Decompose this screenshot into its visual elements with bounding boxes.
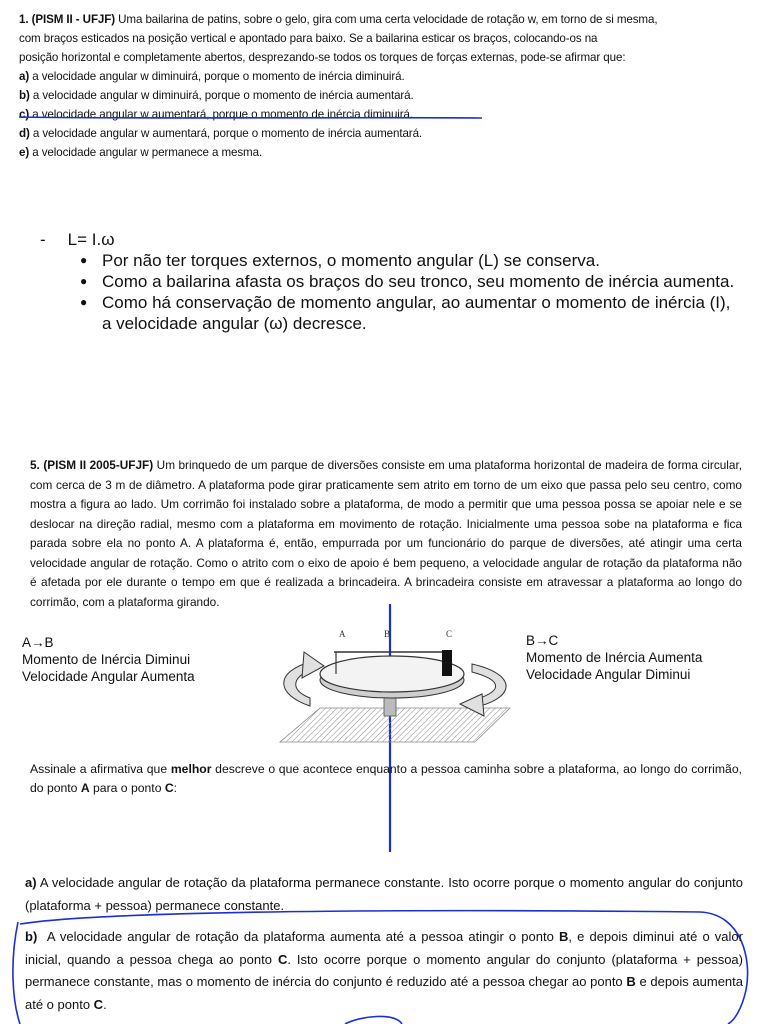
- notes-list: [40, 250, 740, 334]
- q5-option-b-point-c2: C: [93, 996, 104, 1012]
- q1-option-c-text: a velocidade angular w aumentará, porque o momento de inércia diminuirá.: [32, 108, 414, 121]
- q1-option-c-letter: c): [19, 108, 30, 121]
- instruction-end: :: [173, 781, 178, 795]
- instruction-mid: descreve o que acontece enquanto a pessoa caminha sobre a plataforma, ao longo do corrimão, do ponto: [30, 762, 742, 795]
- q5-option-a-text: A velocidade angular de rotação da plataforma permanece constante. Isto ocorre porque o momento angular do conjunto (plataforma + pessoa) permanece constante.: [25, 875, 743, 913]
- q1-option-a-letter: a): [19, 70, 30, 83]
- left-note-line2: Velocidade Angular Aumenta: [22, 669, 195, 684]
- q1-text-2: com braços esticados na posição vertical e apontado para baixo. Se a bailarina esticar os braços, colocando-os na: [19, 32, 598, 45]
- formula: L= I.ω: [67, 230, 115, 249]
- q1-option-b-letter: b): [19, 89, 30, 102]
- q5-text: Um brinquedo de um parque de diversões consiste em uma plataforma horizontal de madeira de forma circular, com cerca de 3 m de diâmetro. A plataforma pode girar praticamente sem atrito em torno de um eixo que passa pelo seu centro, como mostra a figura ao lado. Um corrimão foi instalado sobre a plataforma, de modo a permitir que uma pessoa possa se apoiar nele e se deslocar na direção radial, mesmo com a plataforma em movimento de rotação. Inicialmente uma pessoa sobe na plataforma e fica parada sobre ela no ponto A. A plataforma é, então, empurrada por um funcionário do parque de diversões, até atingir uma certa velocidade angular de rotação. Como o atrito com o eixo de apoio é bem pequeno, a velocidade angular de rotação da plataforma não é afetada por ele durante o tempo em que é realizada a brincadeira. A brincadeira consiste em atravessar a plataforma ao longo do corrimão, com a plataforma girando.: [30, 458, 743, 609]
- q5-option-b: [25, 926, 743, 1016]
- q5-option-b-point-b2: B: [626, 974, 636, 989]
- q5-option-b-letter: b): [25, 929, 38, 944]
- note-bullet-3: ● Como há conservação de momento angular, ao aumentar o momento de inércia (I), a velocidade angular (ω) decresce.: [80, 292, 740, 334]
- left-note-title: A→B: [22, 635, 54, 650]
- q5-number: 5.: [30, 458, 40, 472]
- dash-marker: -: [40, 230, 46, 249]
- q1-text-3: posição horizontal e completamente abertos, desprezando-se todos os torques de forças externas, pode-se afirmar que:: [19, 51, 626, 64]
- instruction-bold: melhor: [170, 762, 212, 776]
- option-b-underline: [19, 117, 482, 118]
- q5-option-a: [25, 872, 743, 917]
- label-b: B: [384, 629, 391, 639]
- right-note-line1: Momento de Inércia Aumenta: [526, 650, 703, 665]
- q5-source: (PISM II 2005-UFJF): [43, 458, 154, 472]
- instruction-pre: Assinale a afirmativa que: [30, 762, 171, 776]
- left-note-line1: Momento de Inércia Diminui: [22, 652, 191, 667]
- q1-text-1: Uma bailarina de patins, sobre o gelo, gira com uma certa velocidade de rotação w, em torno de si mesma,: [118, 13, 658, 26]
- q1-option-e-text: a velocidade angular w permanece a mesma.: [32, 146, 263, 159]
- label-c: C: [446, 629, 453, 639]
- instruction: [30, 760, 742, 798]
- right-note: [526, 632, 756, 683]
- platform-figure: [270, 622, 520, 752]
- q1-option-b-text: a velocidade angular w diminuirá, porque o momento de inércia aumentará.: [32, 89, 414, 102]
- note-bullet-2: ● Como a bailarina afasta os braços do seu tronco, seu momento de inércia aumenta.: [80, 271, 740, 292]
- q1-option-a-text: a velocidade angular w diminuirá, porque o momento de inércia diminuirá.: [32, 70, 405, 83]
- q5-option-b-point-b: B: [558, 929, 569, 944]
- q5-option-a-letter: a): [25, 875, 37, 890]
- left-note: [22, 634, 242, 685]
- q1-number: 1.: [19, 13, 29, 26]
- right-note-line2: Velocidade Angular Diminui: [526, 667, 691, 682]
- q5-option-b-point-c: C: [277, 951, 288, 967]
- rail-post-c: [442, 650, 452, 676]
- label-a: A: [339, 629, 346, 639]
- instruction-point-c: C: [164, 781, 174, 795]
- instruction-para: para o ponto: [89, 781, 165, 795]
- q1-option-d-text: a velocidade angular w aumentará, porque o momento de inércia aumentará.: [32, 127, 423, 140]
- formula-row: [40, 229, 740, 250]
- q5-option-b-part4: e depois aumenta até o ponto: [25, 974, 744, 1012]
- q5-option-b-part5: .: [103, 996, 107, 1012]
- question-5: [30, 456, 742, 612]
- right-note-title: B→C: [526, 633, 559, 648]
- note-bullet-1: ● Por não ter torques externos, o momento angular (L) se conserva.: [80, 250, 740, 271]
- instruction-point-a: A: [80, 781, 90, 795]
- axle: [384, 696, 396, 716]
- q5-option-b-part3: . Isto ocorre porque o momento angular do conjunto (plataforma + pessoa) permanece constante, mas o momento de inércia do conjunto é reduzido até a pessoa chegar ao ponto: [25, 951, 743, 989]
- q5-option-b-part1: A velocidade angular de rotação da plataforma aumenta até a pessoa atingir o ponto: [46, 929, 559, 944]
- notes: [40, 229, 740, 334]
- q1-option-e-letter: e): [19, 146, 30, 159]
- q1-source: (PISM II - UFJF): [31, 13, 116, 26]
- q1-option-d-letter: d): [19, 127, 30, 140]
- q5-option-b-part2: , e depois diminui até o valor inicial, quando a pessoa chega ao ponto: [25, 929, 743, 967]
